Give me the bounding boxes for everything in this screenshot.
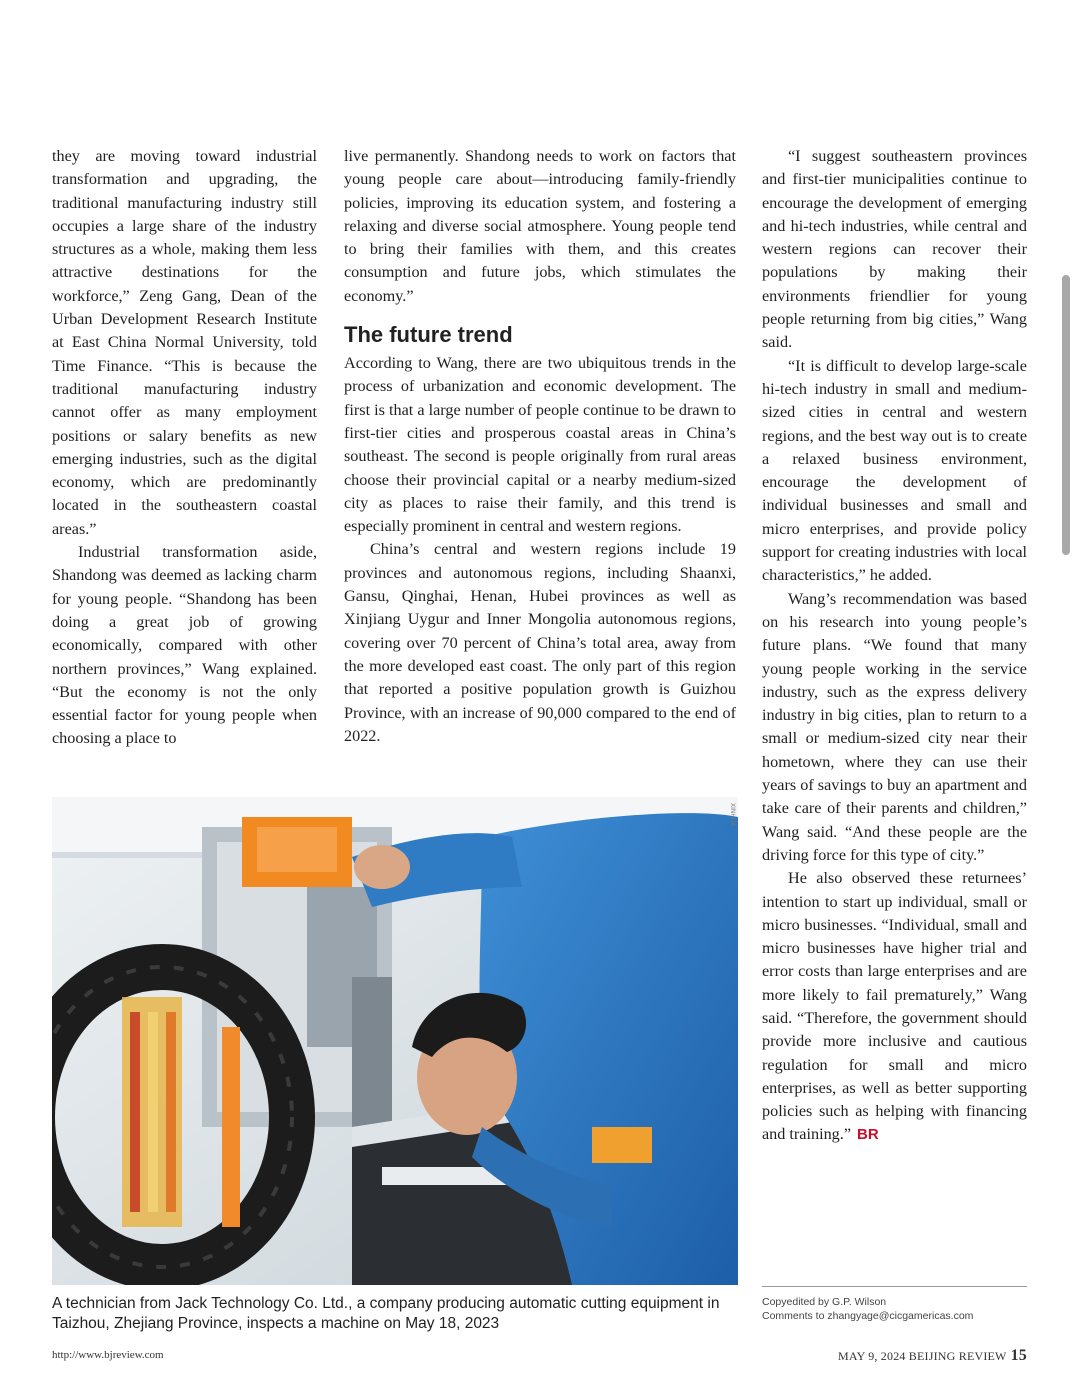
article-column-1: [52, 145, 317, 751]
footer-issue: [838, 1347, 1027, 1365]
article-paragraph: According to Wang, there are two ubiquitous trends in the process of urbanization and economic development. The first is that a large number of people continue to be drawn to first-tier cities and prosperous coastal areas in China’s southeast. The second is people originally from rural areas choose their provincial capital or a nearby medium-sized city as places to raise their family, and this trend is especially prominent in central and western regions.: [344, 354, 736, 536]
article-paragraph: “It is difficult to develop large-scale hi-tech industry in small and medium-sized cities in central and western regions, and the best way out is to create a relaxed business environment, encourage the development of individual businesses and small and micro enterprises, and provide policy support for creating industries with local characteristics,” he added.: [762, 356, 1027, 585]
article-paragraph: Wang’s recommendation was based on his research into young people’s future plans. “We found that many young people working in the service industry, such as the express delivery industry in big cities, plan to return to a small or medium-sized city near their hometown, where they can use their years of savings to buy an apartment and take care of their parents and children,” Wang said. “And these people are the driving force for this type of city.”: [762, 589, 1027, 864]
credits-block: [762, 1286, 1027, 1323]
signoff-mark: BR: [857, 1126, 879, 1144]
footer-issue-text: MAY 9, 2024 BEIJING REVIEW: [837, 1349, 1007, 1363]
photo-caption: A technician from Jack Technology Co. Ltd., a company producing automatic cutting equipment in Taizhou, Zhejiang Province, inspects a machine on May 18, 2023: [52, 1295, 720, 1332]
comments-contact: Comments to zhangyage@cicgamericas.com: [762, 1310, 974, 1322]
article-column-3: [762, 145, 1027, 1147]
scrollbar-thumb[interactable]: [1062, 275, 1070, 555]
article-photo: [52, 797, 738, 1285]
photo-illustration: [52, 797, 738, 1285]
article-paragraph: “I suggest southeastern provinces and first-tier municipalities continue to encourage the development of emerging and hi-tech industries, while central and western regions can recover their populations by making their environments friendlier for young people returning from big cities,” Wang said.: [762, 147, 1027, 352]
photo-credit: XINHUA: [729, 803, 736, 827]
page-number: 15: [1010, 1347, 1027, 1364]
section-heading: The future trend: [344, 322, 513, 348]
copyedit-credit: Copyedited by G.P. Wilson: [762, 1296, 887, 1308]
article-paragraph: China’s central and western regions include 19 provinces and autonomous regions, including Shaanxi, Gansu, Qinghai, Henan, Hubei provinces as well as Xinjiang Uygur and Inner Mongolia autonomous regions, covering over 70 percent of China’s total area, away from the more developed east coast. The only part of this region that reported a positive population growth is Guizhou Province, with an increase of 90,000 compared to the end of 2022.: [344, 540, 736, 745]
footer-url[interactable]: http://www.bjreview.com: [52, 1349, 164, 1361]
article-paragraph-text: He also observed these returnees’ intention to start up individual, small or micro businesses. “Individual, small and micro businesses have higher trial and error costs than large enterprises and are more likely to fail prematurely,” Wang said. “Therefore, the government should provide more inclusive and cautious regulation for small and micro enterprises, as well as better supporting policies such as helping with financing and training.”: [762, 869, 1027, 1144]
article-paragraph: live permanently. Shandong needs to work on factors that young people care about—introducing family-friendly policies, improving its education system, and fostering a relaxing and diverse social atmosphere. Young people tend to bring their families with them, and this creates consumption and future jobs, which stimulates the economy.”: [344, 147, 736, 305]
article-paragraph: Industrial transformation aside, Shandong was deemed as lacking charm for young people. “Shandong has been doing a great job of growing economically, compared with other northern provinces,” Wang explained. “But the economy is not the only essential factor for young people when choosing a place to: [52, 543, 317, 748]
article-paragraph: [762, 867, 1027, 1147]
article-paragraph: they are moving toward industrial transformation and upgrading, the traditional manufacturing industry still occupies a large share of the industry structures as a whole, making them less attractive destinations for the workforce,” Zeng Gang, Dean of the Urban Development Research Institute at East China Normal University, told Time Finance. “This is because the traditional manufacturing industry cannot offer as many employment positions or salary benefits as new emerging industries, such as the digital economy, which are predominantly located in the southeastern coastal areas.”: [52, 147, 317, 538]
article-column-2: [344, 145, 736, 748]
